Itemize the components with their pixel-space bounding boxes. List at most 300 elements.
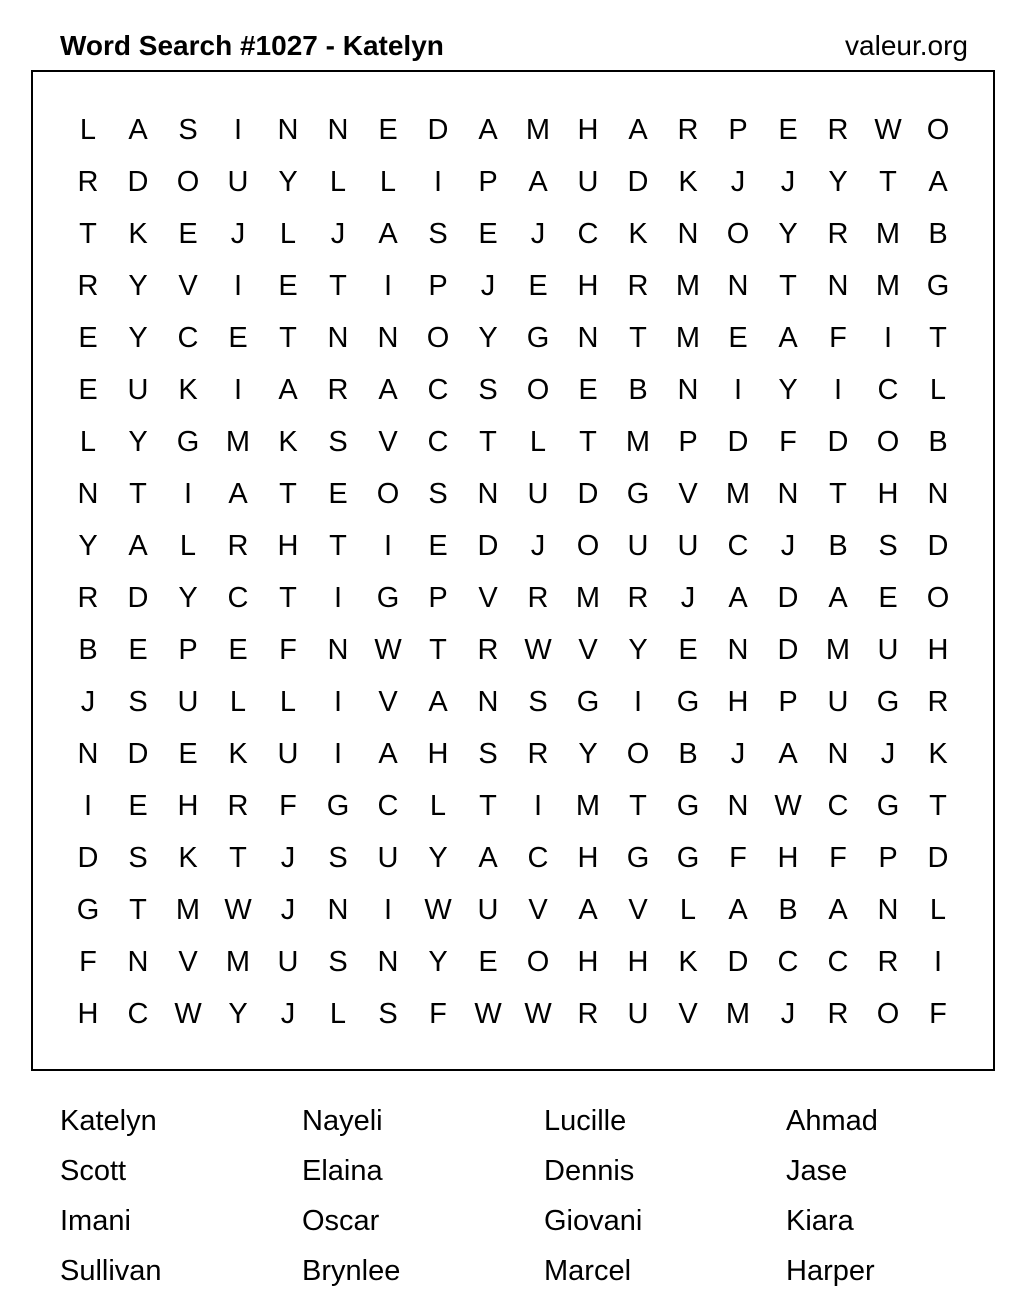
grid-cell[interactable]: O <box>176 165 200 198</box>
grid-cell[interactable]: U <box>627 529 649 562</box>
grid-cell[interactable]: R <box>77 165 99 198</box>
grid-cell[interactable]: H <box>577 945 599 978</box>
grid-cell[interactable]: L <box>79 425 97 458</box>
grid-cell[interactable]: T <box>879 165 897 198</box>
grid-cell[interactable]: S <box>178 113 198 146</box>
grid-cell[interactable]: D <box>577 477 599 510</box>
grid-cell[interactable]: E <box>728 321 748 354</box>
grid-cell[interactable]: Y <box>128 321 148 354</box>
grid-cell[interactable]: S <box>328 841 348 874</box>
grid-cell[interactable]: A <box>278 373 298 406</box>
grid-cell[interactable]: U <box>477 893 499 926</box>
grid-cell[interactable]: W <box>174 997 202 1030</box>
grid-cell[interactable]: N <box>877 893 899 926</box>
grid-cell[interactable]: I <box>383 269 393 302</box>
grid-cell[interactable]: S <box>128 685 148 718</box>
grid-cell[interactable]: A <box>378 737 398 770</box>
grid-cell[interactable]: M <box>225 945 251 978</box>
grid-cell[interactable]: D <box>777 581 799 614</box>
grid-cell[interactable]: H <box>627 945 649 978</box>
grid-cell[interactable]: T <box>779 269 797 302</box>
grid-cell[interactable]: Y <box>778 217 798 250</box>
grid-cell[interactable]: T <box>129 893 147 926</box>
grid-cell[interactable]: P <box>678 425 698 458</box>
grid-cell[interactable]: N <box>577 321 599 354</box>
grid-cell[interactable]: E <box>278 269 298 302</box>
grid-cell[interactable]: D <box>827 425 849 458</box>
grid-cell[interactable]: P <box>428 581 448 614</box>
grid-cell[interactable]: I <box>183 477 193 510</box>
grid-cell[interactable]: A <box>378 373 398 406</box>
grid-cell[interactable]: N <box>277 113 299 146</box>
grid-cell[interactable]: N <box>327 893 349 926</box>
grid-cell[interactable]: D <box>627 165 649 198</box>
grid-cell[interactable]: J <box>880 737 896 770</box>
grid-cell[interactable]: K <box>928 737 948 770</box>
grid-cell[interactable]: L <box>179 529 197 562</box>
grid-cell[interactable]: S <box>328 945 348 978</box>
grid-cell[interactable]: S <box>478 737 498 770</box>
grid-cell[interactable]: N <box>327 633 349 666</box>
grid-cell[interactable]: M <box>675 321 701 354</box>
grid-cell[interactable]: R <box>327 373 349 406</box>
grid-cell[interactable]: M <box>875 269 901 302</box>
grid-cell[interactable]: L <box>679 893 697 926</box>
grid-cell[interactable]: N <box>77 737 99 770</box>
grid-cell[interactable]: E <box>328 477 348 510</box>
grid-cell[interactable]: H <box>577 113 599 146</box>
grid-cell[interactable]: U <box>377 841 399 874</box>
grid-cell[interactable]: U <box>827 685 849 718</box>
grid-cell[interactable]: G <box>626 477 650 510</box>
grid-cell[interactable]: W <box>524 633 552 666</box>
grid-cell[interactable]: M <box>725 477 751 510</box>
grid-cell[interactable]: B <box>678 737 698 770</box>
grid-cell[interactable]: N <box>827 737 849 770</box>
grid-cell[interactable]: C <box>427 425 449 458</box>
grid-cell[interactable]: D <box>727 945 749 978</box>
grid-cell[interactable]: U <box>277 945 299 978</box>
grid-cell[interactable]: N <box>677 373 699 406</box>
grid-cell[interactable]: A <box>578 893 598 926</box>
grid-cell[interactable]: M <box>225 425 251 458</box>
grid-cell[interactable]: S <box>428 477 448 510</box>
grid-cell[interactable]: E <box>228 321 248 354</box>
grid-cell[interactable]: G <box>176 425 200 458</box>
grid-cell[interactable]: E <box>228 633 248 666</box>
grid-cell[interactable]: B <box>78 633 98 666</box>
grid-cell[interactable]: R <box>827 217 849 250</box>
grid-cell[interactable]: U <box>677 529 699 562</box>
grid-cell[interactable]: C <box>427 373 449 406</box>
grid-cell[interactable]: C <box>777 945 799 978</box>
grid-cell[interactable]: W <box>224 893 252 926</box>
grid-cell[interactable]: G <box>876 789 900 822</box>
grid-cell[interactable]: F <box>79 945 97 978</box>
grid-cell[interactable]: A <box>428 685 448 718</box>
grid-cell[interactable]: V <box>678 477 698 510</box>
grid-cell[interactable]: N <box>327 321 349 354</box>
grid-cell[interactable]: R <box>827 997 849 1030</box>
grid-cell[interactable]: E <box>478 217 498 250</box>
grid-cell[interactable]: C <box>577 217 599 250</box>
grid-cell[interactable]: T <box>329 269 347 302</box>
grid-cell[interactable]: J <box>330 217 346 250</box>
grid-cell[interactable]: C <box>877 373 899 406</box>
grid-cell[interactable]: L <box>429 789 447 822</box>
grid-cell[interactable]: L <box>279 217 297 250</box>
grid-cell[interactable]: E <box>178 737 198 770</box>
grid-cell[interactable]: L <box>329 165 347 198</box>
grid-cell[interactable]: O <box>426 321 450 354</box>
grid-cell[interactable]: J <box>280 997 296 1030</box>
grid-cell[interactable]: N <box>477 685 499 718</box>
grid-cell[interactable]: D <box>927 529 949 562</box>
grid-cell[interactable]: I <box>383 529 393 562</box>
grid-cell[interactable]: E <box>878 581 898 614</box>
grid-cell[interactable]: R <box>827 113 849 146</box>
grid-cell[interactable]: A <box>928 165 948 198</box>
grid-cell[interactable]: A <box>478 113 498 146</box>
grid-cell[interactable]: D <box>127 581 149 614</box>
grid-cell[interactable]: K <box>178 373 198 406</box>
grid-cell[interactable]: M <box>575 789 601 822</box>
grid-cell[interactable]: T <box>279 581 297 614</box>
grid-cell[interactable]: R <box>927 685 949 718</box>
grid-cell[interactable]: P <box>728 113 748 146</box>
grid-cell[interactable]: I <box>233 373 243 406</box>
grid-cell[interactable]: F <box>729 841 747 874</box>
grid-cell[interactable]: F <box>279 633 297 666</box>
grid-cell[interactable]: O <box>926 113 950 146</box>
grid-cell[interactable]: O <box>626 737 650 770</box>
grid-cell[interactable]: A <box>778 737 798 770</box>
grid-cell[interactable]: T <box>429 633 447 666</box>
grid-cell[interactable]: V <box>378 425 398 458</box>
grid-cell[interactable]: A <box>128 529 148 562</box>
grid-cell[interactable]: R <box>877 945 899 978</box>
grid-cell[interactable]: P <box>178 633 198 666</box>
grid-cell[interactable]: B <box>628 373 648 406</box>
grid-cell[interactable]: M <box>675 269 701 302</box>
grid-cell[interactable]: V <box>578 633 598 666</box>
grid-cell[interactable]: Y <box>228 997 248 1030</box>
grid-cell[interactable]: F <box>829 841 847 874</box>
grid-cell[interactable]: A <box>728 893 748 926</box>
grid-cell[interactable]: R <box>577 997 599 1030</box>
grid-cell[interactable]: R <box>527 737 549 770</box>
grid-cell[interactable]: R <box>627 581 649 614</box>
grid-cell[interactable]: B <box>928 425 948 458</box>
grid-cell[interactable]: E <box>78 321 98 354</box>
grid-cell[interactable]: T <box>129 477 147 510</box>
grid-cell[interactable]: O <box>526 945 550 978</box>
grid-cell[interactable]: R <box>77 269 99 302</box>
grid-cell[interactable]: I <box>333 581 343 614</box>
grid-cell[interactable]: H <box>77 997 99 1030</box>
grid-cell[interactable]: E <box>528 269 548 302</box>
grid-cell[interactable]: T <box>929 321 947 354</box>
grid-cell[interactable]: A <box>828 893 848 926</box>
grid-cell[interactable]: I <box>333 685 343 718</box>
grid-cell[interactable]: U <box>577 165 599 198</box>
grid-cell[interactable]: A <box>828 581 848 614</box>
grid-cell[interactable]: H <box>577 841 599 874</box>
grid-cell[interactable]: E <box>178 217 198 250</box>
grid-cell[interactable]: D <box>777 633 799 666</box>
grid-cell[interactable]: V <box>178 945 198 978</box>
grid-cell[interactable]: B <box>828 529 848 562</box>
grid-cell[interactable]: R <box>77 581 99 614</box>
grid-cell[interactable]: M <box>725 997 751 1030</box>
grid-cell[interactable]: U <box>627 997 649 1030</box>
grid-cell[interactable]: T <box>829 477 847 510</box>
grid-cell[interactable]: T <box>79 217 97 250</box>
grid-cell[interactable]: J <box>530 217 546 250</box>
grid-cell[interactable]: T <box>629 321 647 354</box>
grid-cell[interactable]: P <box>428 269 448 302</box>
grid-cell[interactable]: Y <box>478 321 498 354</box>
grid-cell[interactable]: D <box>77 841 99 874</box>
grid-cell[interactable]: C <box>727 529 749 562</box>
grid-cell[interactable]: N <box>777 477 799 510</box>
grid-cell[interactable]: E <box>78 373 98 406</box>
grid-cell[interactable]: J <box>230 217 246 250</box>
grid-cell[interactable]: Y <box>828 165 848 198</box>
grid-cell[interactable]: Y <box>128 425 148 458</box>
grid-cell[interactable]: I <box>383 893 393 926</box>
grid-cell[interactable]: L <box>929 893 947 926</box>
grid-cell[interactable]: T <box>929 789 947 822</box>
grid-cell[interactable]: M <box>875 217 901 250</box>
grid-cell[interactable]: J <box>780 165 796 198</box>
grid-cell[interactable]: J <box>530 529 546 562</box>
grid-cell[interactable]: O <box>526 373 550 406</box>
grid-cell[interactable]: V <box>478 581 498 614</box>
grid-cell[interactable]: C <box>377 789 399 822</box>
grid-cell[interactable]: Y <box>428 841 448 874</box>
grid-cell[interactable]: E <box>478 945 498 978</box>
grid-cell[interactable]: I <box>933 945 943 978</box>
grid-cell[interactable]: N <box>377 945 399 978</box>
grid-cell[interactable]: G <box>626 841 650 874</box>
grid-cell[interactable]: P <box>878 841 898 874</box>
grid-cell[interactable]: D <box>127 165 149 198</box>
grid-cell[interactable]: D <box>727 425 749 458</box>
grid-cell[interactable]: U <box>227 165 249 198</box>
grid-cell[interactable]: F <box>279 789 297 822</box>
grid-cell[interactable]: T <box>579 425 597 458</box>
grid-cell[interactable]: V <box>178 269 198 302</box>
grid-cell[interactable]: G <box>376 581 400 614</box>
grid-cell[interactable]: V <box>628 893 648 926</box>
grid-cell[interactable]: M <box>575 581 601 614</box>
grid-cell[interactable]: T <box>479 789 497 822</box>
grid-cell[interactable]: C <box>827 945 849 978</box>
grid-cell[interactable]: W <box>474 997 502 1030</box>
grid-cell[interactable]: N <box>327 113 349 146</box>
grid-cell[interactable]: E <box>428 529 448 562</box>
grid-cell[interactable]: K <box>278 425 298 458</box>
grid-cell[interactable]: I <box>233 269 243 302</box>
grid-cell[interactable]: F <box>829 321 847 354</box>
grid-cell[interactable]: D <box>477 529 499 562</box>
grid-cell[interactable]: I <box>533 789 543 822</box>
grid-cell[interactable]: G <box>326 789 350 822</box>
grid-cell[interactable]: I <box>333 737 343 770</box>
grid-cell[interactable]: Y <box>428 945 448 978</box>
grid-cell[interactable]: H <box>177 789 199 822</box>
grid-cell[interactable]: N <box>827 269 849 302</box>
grid-cell[interactable]: G <box>876 685 900 718</box>
grid-cell[interactable]: S <box>378 997 398 1030</box>
grid-cell[interactable]: B <box>778 893 798 926</box>
grid-cell[interactable]: J <box>280 893 296 926</box>
grid-cell[interactable]: K <box>128 217 148 250</box>
grid-cell[interactable]: U <box>877 633 899 666</box>
grid-cell[interactable]: A <box>778 321 798 354</box>
grid-cell[interactable]: E <box>678 633 698 666</box>
grid-cell[interactable]: R <box>627 269 649 302</box>
grid-cell[interactable]: A <box>628 113 648 146</box>
grid-cell[interactable]: I <box>833 373 843 406</box>
grid-cell[interactable]: I <box>633 685 643 718</box>
grid-cell[interactable]: T <box>629 789 647 822</box>
grid-cell[interactable]: U <box>277 737 299 770</box>
grid-cell[interactable]: N <box>727 789 749 822</box>
grid-cell[interactable]: T <box>329 529 347 562</box>
grid-cell[interactable]: U <box>527 477 549 510</box>
grid-cell[interactable]: T <box>279 477 297 510</box>
grid-cell[interactable]: R <box>677 113 699 146</box>
grid-cell[interactable]: H <box>877 477 899 510</box>
grid-cell[interactable]: E <box>128 789 148 822</box>
grid-cell[interactable]: R <box>527 581 549 614</box>
grid-cell[interactable]: M <box>825 633 851 666</box>
grid-cell[interactable]: W <box>424 893 452 926</box>
grid-cell[interactable]: Y <box>178 581 198 614</box>
grid-cell[interactable]: N <box>727 633 749 666</box>
grid-cell[interactable]: F <box>929 997 947 1030</box>
grid-cell[interactable]: M <box>175 893 201 926</box>
grid-cell[interactable]: K <box>178 841 198 874</box>
grid-cell[interactable]: R <box>227 529 249 562</box>
grid-cell[interactable]: P <box>478 165 498 198</box>
grid-cell[interactable]: A <box>228 477 248 510</box>
grid-cell[interactable]: S <box>878 529 898 562</box>
grid-cell[interactable]: K <box>628 217 648 250</box>
grid-cell[interactable]: N <box>927 477 949 510</box>
grid-cell[interactable]: E <box>378 113 398 146</box>
grid-cell[interactable]: N <box>727 269 749 302</box>
grid-cell[interactable]: Y <box>778 373 798 406</box>
grid-cell[interactable]: H <box>277 529 299 562</box>
grid-cell[interactable]: J <box>780 529 796 562</box>
grid-cell[interactable]: O <box>876 425 900 458</box>
grid-cell[interactable]: N <box>477 477 499 510</box>
grid-cell[interactable]: J <box>680 581 696 614</box>
grid-cell[interactable]: G <box>76 893 100 926</box>
grid-cell[interactable]: D <box>927 841 949 874</box>
grid-cell[interactable]: A <box>128 113 148 146</box>
grid-cell[interactable]: E <box>128 633 148 666</box>
grid-cell[interactable]: T <box>229 841 247 874</box>
grid-cell[interactable]: G <box>676 685 700 718</box>
grid-cell[interactable]: D <box>127 737 149 770</box>
grid-cell[interactable]: L <box>329 997 347 1030</box>
grid-cell[interactable]: U <box>127 373 149 406</box>
grid-cell[interactable]: I <box>233 113 243 146</box>
grid-cell[interactable]: Y <box>628 633 648 666</box>
grid-cell[interactable]: J <box>780 997 796 1030</box>
grid-cell[interactable]: G <box>926 269 950 302</box>
grid-cell[interactable]: L <box>279 685 297 718</box>
grid-cell[interactable]: A <box>728 581 748 614</box>
grid-cell[interactable]: C <box>827 789 849 822</box>
grid-cell[interactable]: A <box>478 841 498 874</box>
grid-cell[interactable]: C <box>177 321 199 354</box>
grid-cell[interactable]: V <box>378 685 398 718</box>
grid-cell[interactable]: H <box>427 737 449 770</box>
grid-cell[interactable]: U <box>177 685 199 718</box>
grid-cell[interactable]: C <box>127 997 149 1030</box>
grid-cell[interactable]: L <box>229 685 247 718</box>
grid-cell[interactable]: C <box>527 841 549 874</box>
grid-cell[interactable]: F <box>779 425 797 458</box>
grid-cell[interactable]: J <box>80 685 96 718</box>
grid-cell[interactable]: S <box>528 685 548 718</box>
grid-cell[interactable]: N <box>377 321 399 354</box>
grid-cell[interactable]: E <box>578 373 598 406</box>
grid-cell[interactable]: O <box>876 997 900 1030</box>
grid-cell[interactable]: L <box>79 113 97 146</box>
grid-cell[interactable]: R <box>227 789 249 822</box>
grid-cell[interactable]: V <box>528 893 548 926</box>
grid-cell[interactable]: G <box>526 321 550 354</box>
grid-cell[interactable]: V <box>678 997 698 1030</box>
grid-cell[interactable]: N <box>127 945 149 978</box>
grid-cell[interactable]: F <box>429 997 447 1030</box>
grid-cell[interactable]: H <box>927 633 949 666</box>
grid-cell[interactable]: N <box>77 477 99 510</box>
grid-cell[interactable]: T <box>479 425 497 458</box>
grid-cell[interactable]: J <box>730 737 746 770</box>
grid-cell[interactable]: P <box>778 685 798 718</box>
grid-cell[interactable]: H <box>577 269 599 302</box>
grid-cell[interactable]: Y <box>578 737 598 770</box>
grid-cell[interactable]: L <box>379 165 397 198</box>
grid-cell[interactable]: M <box>625 425 651 458</box>
grid-cell[interactable]: W <box>524 997 552 1030</box>
grid-cell[interactable]: R <box>477 633 499 666</box>
grid-cell[interactable]: K <box>678 945 698 978</box>
grid-cell[interactable]: O <box>726 217 750 250</box>
grid-cell[interactable]: I <box>883 321 893 354</box>
grid-cell[interactable]: I <box>433 165 443 198</box>
grid-cell[interactable]: T <box>279 321 297 354</box>
grid-cell[interactable]: O <box>576 529 600 562</box>
grid-cell[interactable]: H <box>777 841 799 874</box>
grid-cell[interactable]: O <box>926 581 950 614</box>
grid-cell[interactable]: L <box>529 425 547 458</box>
grid-cell[interactable]: J <box>480 269 496 302</box>
grid-cell[interactable]: S <box>328 425 348 458</box>
grid-cell[interactable]: A <box>528 165 548 198</box>
grid-cell[interactable]: G <box>576 685 600 718</box>
grid-cell[interactable]: N <box>677 217 699 250</box>
grid-cell[interactable]: H <box>727 685 749 718</box>
grid-cell[interactable]: C <box>227 581 249 614</box>
